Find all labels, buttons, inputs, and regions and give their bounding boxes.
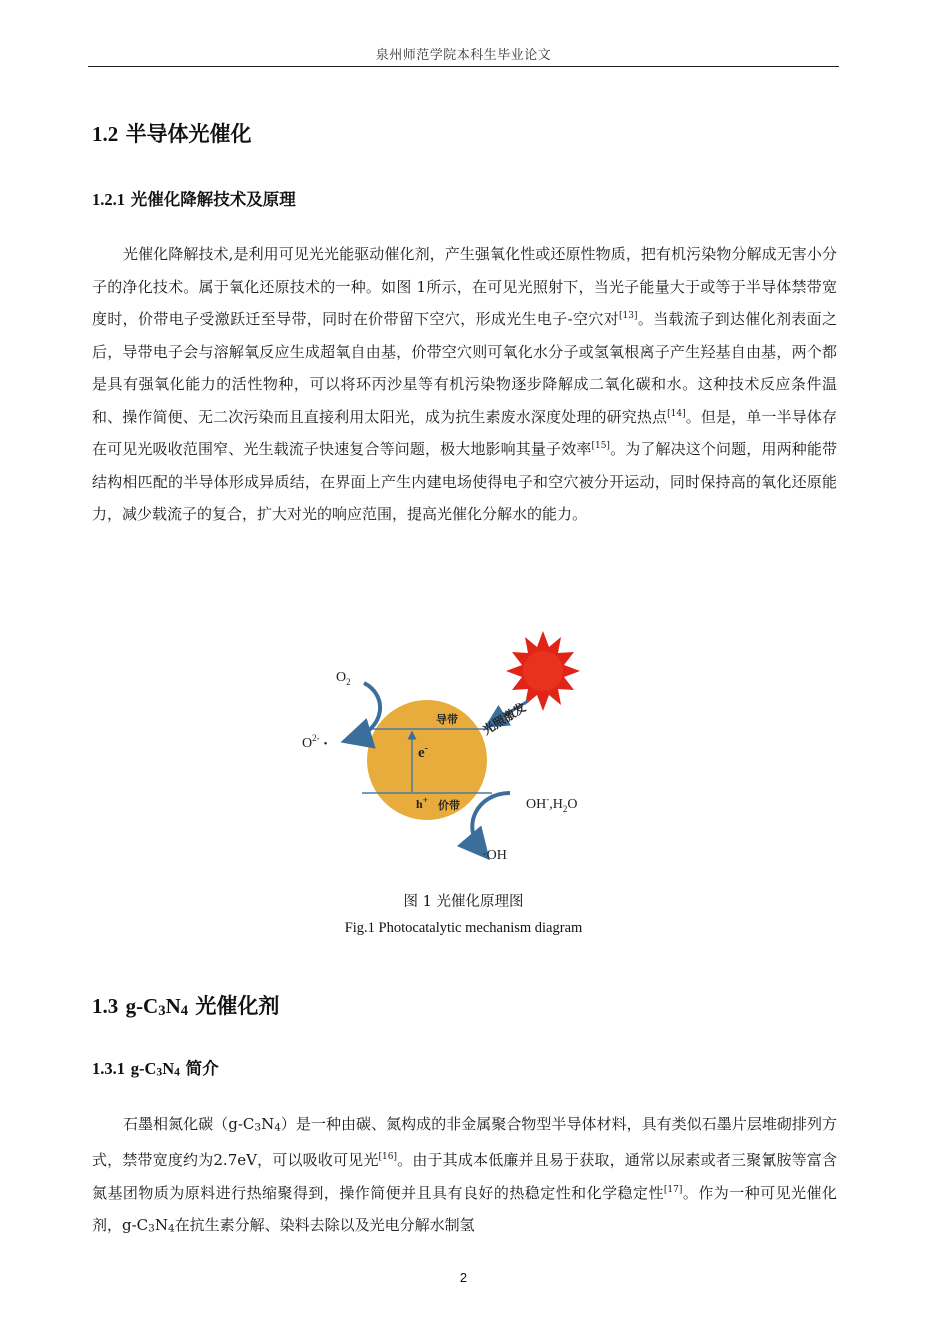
electron-label: e- xyxy=(418,743,429,761)
citation: [14] xyxy=(667,408,686,419)
section-heading-1-2 xyxy=(92,118,252,148)
oxygen-label: $O_2$ xyxy=(336,670,351,687)
hole-label: h+ xyxy=(416,795,428,811)
valence-band-label: 价带 xyxy=(438,799,460,812)
subsection-title: 简介 xyxy=(179,1059,219,1078)
header-rule xyxy=(88,66,839,67)
hydroxyl-radical-label: ·OH xyxy=(482,848,507,863)
conduction-band-label: 导带 xyxy=(436,713,458,726)
body-paragraph-1 xyxy=(92,238,837,531)
subsection-title-formula: g-C3N4 xyxy=(130,1059,180,1079)
running-header: 泉州师范学院本科生毕业论文 xyxy=(375,48,552,63)
section-title: 半导体光催化 xyxy=(125,122,252,146)
paragraph-text: N xyxy=(154,1216,168,1235)
page-number: 2 xyxy=(459,1270,468,1285)
section-number: 1.3 xyxy=(92,994,119,1018)
superoxide-label: $O^{2-}$ $_•$ xyxy=(302,733,328,751)
subsection-number: 1.3.1 xyxy=(92,1059,125,1078)
paragraph-text: 。但是，单一半导体存在可见光吸收范围窄、光生载流子快速复合等问题，极大地影响其量子效率 xyxy=(92,407,837,458)
light-excitation-label: 光照激发 xyxy=(480,700,529,738)
figure-caption-cn: 图 1 光催化原理图 xyxy=(403,894,524,910)
paragraph-text: 光催化降解技术,是利用可见光光能驱动催化剂，产生强氧化性或还原性物质，把有机污染物分解成无害小分子的净化技术。属于氧化还原技术的一种。如图 1所示，在可见光照射下，当光子能量大于或等于半导体禁带宽度时，价带电子受激跃迁至导带，同时在价带留下空穴，形成光生电子-空穴对 xyxy=(92,245,837,328)
hydroxide-water-label: $OH^-,H_2O$ xyxy=(526,794,578,814)
paragraph-text: 。当载流子到达催化剂表面之后，导带电子会与溶解氧反应生成超氧自由基，价带空穴则可氧化水分子或氢氧根离子产生羟基自由基，两个都是具有强氧化能力的活性物种，可以将环丙沙星等有机污染物逐步降解成二氧化碳和水。这种技术反应条件温和、操作简便、无二次污染而且直接利用太阳光，成为抗生素废水深度处理的研究热点 xyxy=(92,310,837,426)
hydroxyl-oxidation-arrow xyxy=(472,793,510,851)
figure-caption-en: Fig.1 Photocatalytic mechanism diagram xyxy=(344,920,583,936)
body-paragraph-2 xyxy=(92,1108,837,1245)
paragraph-text: ）是一种由碳、氮构成的非金属聚合物型半导体材料，具有类似石墨片层堆砌排列方式，禁带宽度约为2.7eV，可以吸收可见光 xyxy=(92,1115,837,1170)
citation: [16] xyxy=(378,1152,397,1163)
paragraph-text: 。由于其成本低廉并且易于获取，通常以尿素或者三聚氰胺等富含氮基团物质为原料进行热缩聚得到，操作简便并且具有良好的热稳定性和化学稳定性 xyxy=(92,1151,837,1202)
citation: [13] xyxy=(619,311,638,321)
citation: [15] xyxy=(591,441,610,451)
subsection-heading-1-2-1 xyxy=(92,186,296,210)
citation: [17] xyxy=(663,1184,683,1195)
photocatalysis-diagram xyxy=(290,625,620,865)
section-title: 光催化剂 xyxy=(188,994,280,1018)
sun-icon xyxy=(506,631,580,711)
subscript: 3 xyxy=(148,1222,155,1235)
paragraph-text: 。为了解决这个问题，用两种能带结构相匹配的半导体形成异质结，在界面上产生内建电场使得电子和空穴被分开运动，同时保持高的氧化还原能力，减少载流子的复合，扩大对光的响应范围，提高光催化分解水的能力。 xyxy=(92,440,837,523)
section-heading-1-3 xyxy=(92,990,279,1020)
subscript: 4 xyxy=(274,1121,281,1134)
subsection-title: 光催化降解技术及原理 xyxy=(130,190,296,209)
paragraph-text: 石墨相氮化碳（g-C xyxy=(123,1115,255,1133)
subscript: 4 xyxy=(167,1222,175,1235)
section-number: 1.2 xyxy=(92,122,119,146)
paragraph-text: 。作为一种可见光催化剂，g-C xyxy=(92,1183,837,1235)
section-title-formula: g-C3N4 xyxy=(125,994,189,1020)
paragraph-text: N xyxy=(261,1115,275,1133)
subsection-number: 1.2.1 xyxy=(92,190,125,209)
subsection-heading-1-3-1 xyxy=(92,1055,219,1079)
subscript: 3 xyxy=(254,1121,262,1134)
paragraph-text: 在抗生素分解、染料去除以及光电分解水制氢 xyxy=(174,1216,475,1235)
